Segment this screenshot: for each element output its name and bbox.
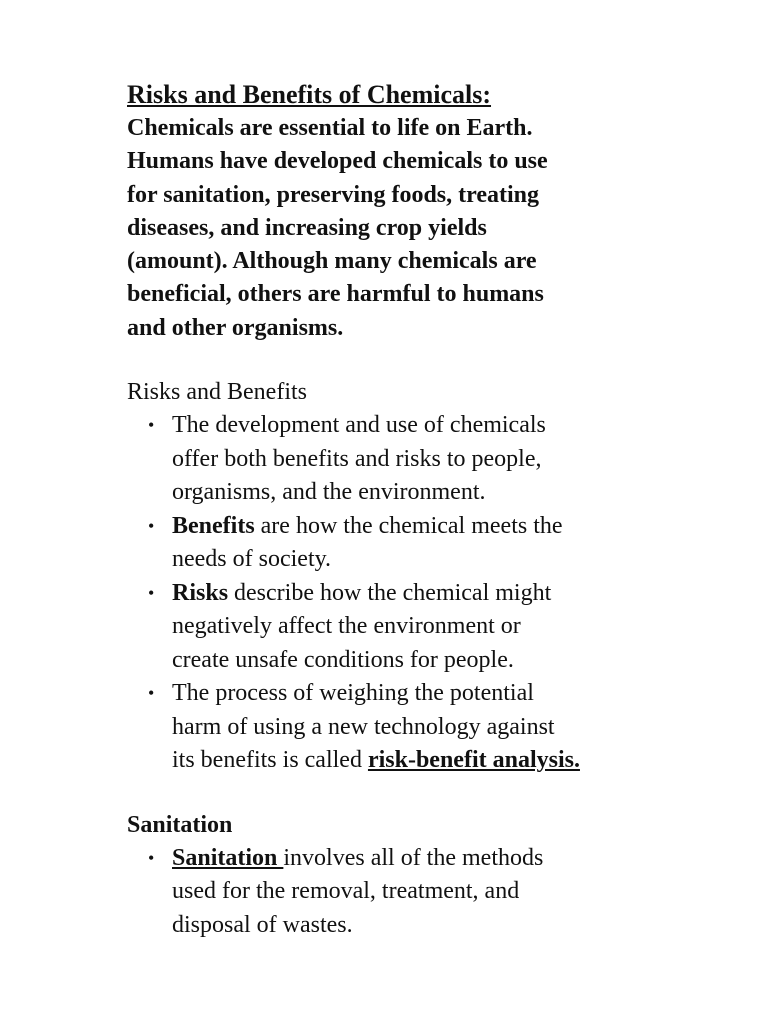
list-item-line: The development and use of chemicals xyxy=(172,412,546,439)
intro-line: Humans have developed chemicals to use xyxy=(127,148,548,175)
list-item-line: create unsafe conditions for people. xyxy=(172,646,514,673)
sanitation-list xyxy=(127,842,687,943)
bullet-icon: • xyxy=(148,515,155,536)
bullet-icon: • xyxy=(148,683,155,704)
list-item xyxy=(127,577,687,678)
document-title: Risks and Benefits of Chemicals: xyxy=(127,80,492,109)
list-item-line: organisms, and the environment. xyxy=(172,479,486,506)
intro-line: diseases, and increasing crop yields xyxy=(127,214,487,241)
list-item xyxy=(127,842,687,943)
intro-line: beneficial, others are harmful to humans xyxy=(127,281,544,308)
intro-line: for sanitation, preserving foods, treating xyxy=(127,181,539,208)
intro-line: (amount). Although many chemicals are xyxy=(127,248,537,275)
bullet-icon: • xyxy=(148,582,155,603)
list-item-line xyxy=(172,744,687,778)
list-item-line: negatively affect the environment or xyxy=(172,613,521,640)
section-heading-risks-benefits: Risks and Benefits xyxy=(127,379,307,406)
list-item xyxy=(127,409,687,510)
list-item-line: disposal of wastes. xyxy=(172,911,353,938)
risks-benefits-list xyxy=(127,409,687,778)
list-item xyxy=(127,677,687,778)
list-item-text: involves all of the methods xyxy=(283,844,544,871)
list-item-line: The process of weighing the potential xyxy=(172,680,534,707)
intro-paragraph xyxy=(127,112,687,345)
list-item-line xyxy=(172,577,687,611)
bullet-icon: • xyxy=(148,415,155,436)
term-sanitation: Sanitation xyxy=(172,844,284,871)
section-heading-sanitation: Sanitation xyxy=(127,811,233,838)
term-risks: Risks xyxy=(172,579,229,606)
document-page xyxy=(127,78,687,942)
term-risk-benefit-analysis: risk-benefit analysis. xyxy=(367,747,580,774)
list-item-line: needs of society. xyxy=(172,546,332,573)
list-item xyxy=(127,510,687,577)
list-item-line: offer both benefits and risks to people, xyxy=(172,445,542,472)
list-item-line: used for the removal, treatment, and xyxy=(172,878,520,905)
list-item-line xyxy=(172,510,687,544)
intro-line: Chemicals are essential to life on Earth. xyxy=(127,115,533,141)
list-item-line xyxy=(172,842,687,876)
term-benefits: Benefits xyxy=(172,512,255,539)
bullet-icon: • xyxy=(148,847,155,868)
intro-line: and other organisms. xyxy=(127,314,344,341)
list-item-line: harm of using a new technology against xyxy=(172,713,555,740)
list-item-text: describe how the chemical might xyxy=(228,579,552,606)
list-item-text: are how the chemical meets the xyxy=(254,512,563,539)
list-item-text: its benefits is called xyxy=(172,747,368,774)
